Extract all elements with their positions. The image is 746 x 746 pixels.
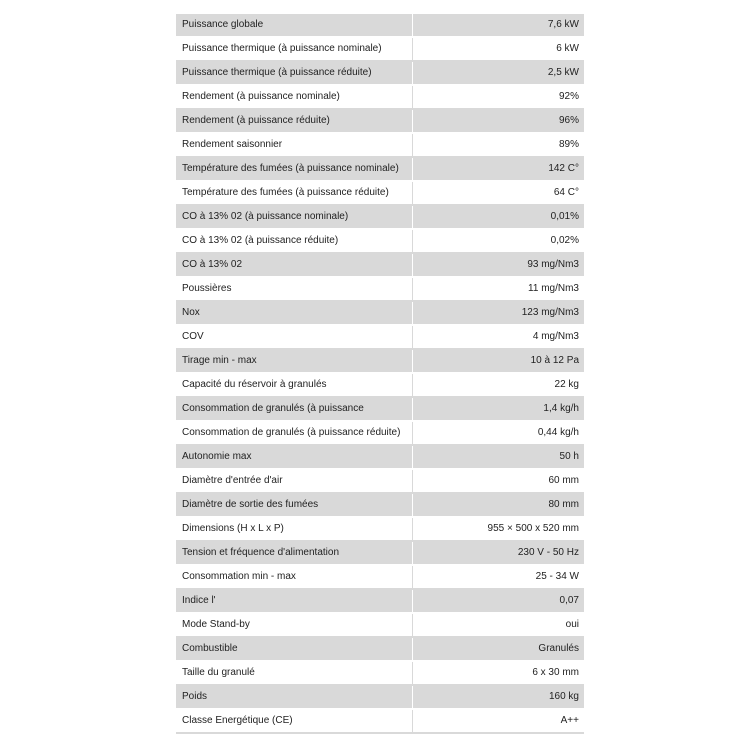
spec-label-text: Consommation de granulés (à puissance (182, 403, 364, 414)
spec-table-body (176, 14, 584, 733)
table-row (176, 229, 584, 253)
table-row (176, 637, 584, 661)
table-row (176, 277, 584, 301)
spec-label: Poussières (176, 277, 413, 301)
table-row (176, 157, 584, 181)
spec-label: Capacité du réservoir à granulés (176, 373, 413, 397)
spec-value: 25 - 34 W (413, 565, 585, 589)
spec-label: Consommation de granulés (à puissance réduite) (176, 421, 413, 445)
spec-label: Température des fumées (à puissance nominale) (176, 157, 413, 181)
spec-label: Indice l' (176, 589, 413, 613)
table-row (176, 709, 584, 733)
table-row (176, 445, 584, 469)
spec-table (176, 14, 584, 734)
spec-label: Puissance thermique (à puissance réduite) (176, 61, 413, 85)
spec-label: Température des fumées (à puissance réduite) (176, 181, 413, 205)
spec-label: Rendement (à puissance réduite) (176, 109, 413, 133)
spec-value: 96% (413, 109, 585, 133)
table-row (176, 373, 584, 397)
table-row (176, 133, 584, 157)
spec-label: Puissance globale (176, 14, 413, 37)
table-row (176, 589, 584, 613)
spec-value: 142 C° (413, 157, 585, 181)
spec-value: 92% (413, 85, 585, 109)
spec-label: Taille du granulé (176, 661, 413, 685)
spec-label: Poids (176, 685, 413, 709)
spec-value: 0,02% (413, 229, 585, 253)
spec-value: 123 mg/Nm3 (413, 301, 585, 325)
table-row (176, 37, 584, 61)
spec-label: COV (176, 325, 413, 349)
spec-value: 4 mg/Nm3 (413, 325, 585, 349)
spec-value: 955 × 500 x 520 mm (413, 517, 585, 541)
table-row (176, 517, 584, 541)
spec-value: 6 kW (413, 37, 585, 61)
table-row (176, 661, 584, 685)
table-row (176, 541, 584, 565)
spec-value: 6 x 30 mm (413, 661, 585, 685)
spec-label: CO à 13% 02 (à puissance réduite) (176, 229, 413, 253)
spec-value: 230 V - 50 Hz (413, 541, 585, 565)
table-row (176, 613, 584, 637)
spec-value: 80 mm (413, 493, 585, 517)
spec-label: Rendement saisonnier (176, 133, 413, 157)
spec-value: 0,44 kg/h (413, 421, 585, 445)
table-row (176, 421, 584, 445)
spec-value: 0,07 (413, 589, 585, 613)
spec-label: Dimensions (H x L x P) (176, 517, 413, 541)
table-row (176, 14, 584, 37)
spec-value: 50 h (413, 445, 585, 469)
spec-value: 2,5 kW (413, 61, 585, 85)
table-row (176, 685, 584, 709)
spec-label: Consommation min - max (176, 565, 413, 589)
table-row (176, 181, 584, 205)
spec-value: 64 C° (413, 181, 585, 205)
spec-label: Tension et fréquence d'alimentation (176, 541, 413, 565)
table-row (176, 109, 584, 133)
spec-label: Mode Stand-by (176, 613, 413, 637)
table-row (176, 493, 584, 517)
spec-label: CO à 13% 02 (176, 253, 413, 277)
table-row (176, 61, 584, 85)
spec-value: 22 kg (413, 373, 585, 397)
spec-label: Rendement (à puissance nominale) (176, 85, 413, 109)
table-row (176, 205, 584, 229)
spec-label: Nox (176, 301, 413, 325)
spec-value: 60 mm (413, 469, 585, 493)
spec-label: Classe Energétique (CE) (176, 709, 413, 733)
table-row (176, 85, 584, 109)
spec-value: 11 mg/Nm3 (413, 277, 585, 301)
table-row (176, 469, 584, 493)
spec-label: Combustible (176, 637, 413, 661)
table-row (176, 397, 584, 421)
spec-label: CO à 13% 02 (à puissance nominale) (176, 205, 413, 229)
spec-value: 1,4 kg/h (413, 397, 585, 421)
spec-value: 7,6 kW (413, 14, 585, 37)
spec-value: 10 à 12 Pa (413, 349, 585, 373)
spec-value: oui (413, 613, 585, 637)
table-row (176, 565, 584, 589)
table-row (176, 325, 584, 349)
spec-value: Granulés (413, 637, 585, 661)
spec-value: 93 mg/Nm3 (413, 253, 585, 277)
table-row (176, 301, 584, 325)
spec-label (176, 397, 413, 421)
spec-label: Diamètre de sortie des fumées (176, 493, 413, 517)
spec-value: 89% (413, 133, 585, 157)
spec-label: Tirage min - max (176, 349, 413, 373)
spec-label: Puissance thermique (à puissance nominale) (176, 37, 413, 61)
spec-label: Autonomie max (176, 445, 413, 469)
table-row (176, 349, 584, 373)
table-row (176, 253, 584, 277)
spec-value: 0,01% (413, 205, 585, 229)
spec-label: Diamètre d'entrée d'air (176, 469, 413, 493)
spec-value: A++ (413, 709, 585, 733)
spec-value: 160 kg (413, 685, 585, 709)
